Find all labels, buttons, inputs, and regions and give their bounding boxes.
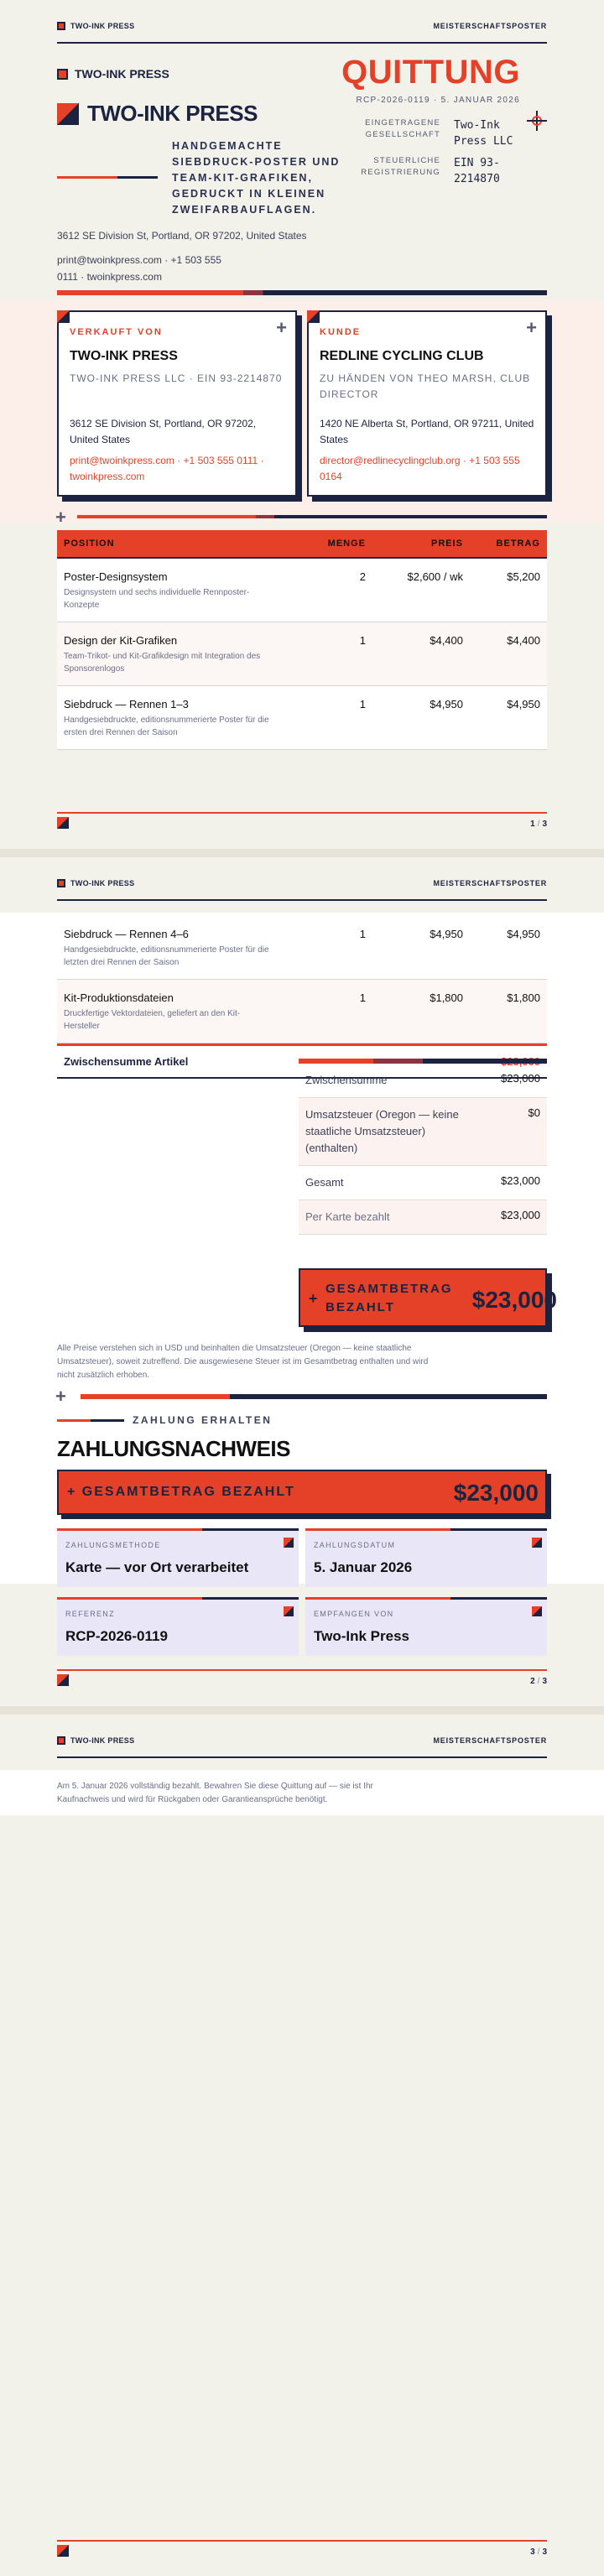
registration-mark-icon	[527, 111, 547, 131]
table-row	[57, 622, 547, 686]
brand-square-icon	[57, 69, 68, 80]
summary-card-value: $23,000	[501, 1209, 540, 1221]
table-row	[57, 980, 547, 1043]
item-qty: 1	[359, 698, 366, 710]
table-stripe	[77, 515, 547, 518]
item-qty: 1	[359, 991, 366, 1004]
tax-label: STEUERLICHE REGISTRIERUNG	[361, 156, 440, 177]
item-price: $1,800	[430, 991, 463, 1004]
summary-total-value: $23,000	[501, 1174, 540, 1187]
seller-card-contact: print@twoinkpress.com · +1 503 555 0111 · twoinkpress.com	[70, 455, 264, 482]
plus-icon: +	[309, 1290, 318, 1307]
item-desc: Team-Trikot- und Kit-Grafikdesign mit Integration des Sponsorenlogos	[64, 652, 261, 674]
item-title: Kit-Produktionsdateien	[64, 991, 174, 1004]
reference-tile	[57, 1597, 299, 1656]
payment-method-tile	[57, 1528, 299, 1587]
page-footer	[57, 2540, 547, 2557]
payment-title: ZAHLUNGSNACHWEIS	[57, 1436, 290, 1461]
item-title: Poster-Designsystem	[64, 570, 168, 583]
item-desc: Druckfertige Vektordateien, geliefert an den Kit-Hersteller	[64, 1009, 241, 1031]
page-current: 1	[530, 820, 535, 829]
brand-small	[57, 67, 169, 81]
page-number: 3 / 3	[530, 2547, 547, 2557]
seller-address: 3612 SE Division St, Portland, OR 97202, United States	[57, 230, 307, 242]
brand-logo	[57, 101, 258, 127]
col-position: POSITION	[64, 539, 115, 549]
running-header	[57, 879, 547, 901]
item-amount: $5,200	[507, 570, 540, 583]
tagline: HANDGEMACHTE SIEBDRUCK-POSTER UND TEAM-KIT-GRAFIKEN, GEDRUCKT IN KLEINEN ZWEIFARBAUFLAGEN.	[172, 140, 341, 216]
running-brand: TWO-INK PRESS	[70, 1736, 135, 1745]
registered-label: EINGETRAGENE GESELLSCHAFT	[365, 118, 440, 139]
payment-eyebrow-text: ZAHLUNG ERHALTEN	[133, 1414, 273, 1426]
corner-icon	[57, 310, 70, 323]
item-qty: 1	[359, 634, 366, 647]
grand-total-value: $23,000	[471, 1287, 557, 1313]
item-price: $4,950	[430, 928, 463, 940]
table-row	[57, 686, 547, 750]
reference-label: REFERENZ	[65, 1610, 115, 1618]
customer-contact: director@redlinecyclingclub.org · +1 503 555 0164	[320, 455, 520, 482]
items-table-continued	[57, 916, 547, 1079]
item-amount: $4,400	[507, 634, 540, 647]
page-total: 3	[542, 1677, 547, 1686]
item-title: Siebdruck — Rennen 4–6	[64, 928, 189, 940]
payment-date-tile	[305, 1528, 547, 1587]
table-row	[57, 916, 547, 980]
items-subtotal-label: Zwischensumme Artikel	[64, 1055, 189, 1068]
summary-subtotal-value: $23,000	[501, 1072, 540, 1085]
received-by-tile	[305, 1597, 547, 1656]
item-price: $4,400	[430, 634, 463, 647]
seller-name: TWO-INK PRESS	[70, 349, 178, 363]
page-separator	[0, 1706, 604, 1715]
page-current: 2	[530, 1677, 535, 1686]
page-footer	[57, 1669, 547, 1686]
col-amount: BETRAG	[496, 539, 540, 549]
page-number: 2 / 3	[530, 1677, 547, 1686]
seller-entity: TWO-INK PRESS LLC · EIN 93-2214870	[70, 372, 283, 384]
logo-icon	[57, 817, 69, 829]
summary-card-paid	[299, 1200, 547, 1235]
running-doc-type: MEISTERSCHAFTSPOSTER	[433, 22, 547, 30]
item-amount: $4,950	[507, 698, 540, 710]
plus-icon: +	[526, 317, 537, 338]
payment-eyebrow	[57, 1414, 272, 1426]
table-row	[57, 559, 547, 622]
page-total: 3	[542, 2547, 547, 2557]
brand-square-icon	[57, 22, 65, 30]
summary-subtotal	[299, 1064, 547, 1098]
paid-total	[57, 1470, 547, 1515]
corner-icon	[307, 310, 320, 323]
running-header	[57, 22, 547, 44]
plus-icon: +	[55, 507, 66, 528]
paid-total-value: $23,000	[453, 1480, 539, 1506]
page-2	[0, 857, 604, 1706]
reference-value: RCP-2026-0119	[65, 1628, 168, 1644]
item-amount: $1,800	[507, 991, 540, 1004]
page-1	[0, 0, 604, 849]
item-price: $4,950	[430, 698, 463, 710]
seller-label: VERKAUFT VON	[70, 327, 163, 337]
page-number: 1 / 3	[530, 820, 547, 829]
brand-small-text: TWO-INK PRESS	[75, 67, 169, 81]
received-by-value: Two-Ink Press	[314, 1628, 409, 1644]
seller-contact: print@twoinkpress.com · +1 503 555 0111 · twoinkpress.com	[57, 254, 221, 283]
received-by-label: EMPFANGEN VON	[314, 1610, 394, 1618]
summary-tax-value: $0	[528, 1106, 540, 1119]
item-qty: 1	[359, 928, 366, 940]
brand-large-text: TWO-INK PRESS	[87, 101, 258, 126]
logo-icon	[57, 103, 79, 125]
summary-tax	[299, 1098, 547, 1166]
customer-name: REDLINE CYCLING CLUB	[320, 349, 484, 363]
item-amount: $4,950	[507, 928, 540, 940]
page-total: 3	[542, 820, 547, 829]
payment-date-value: 5. Januar 2026	[314, 1559, 413, 1575]
summary-total	[299, 1166, 547, 1200]
totals-summary	[299, 1059, 547, 1235]
tax-value: EIN 93-2214870	[454, 157, 500, 185]
page-separator	[0, 849, 604, 857]
seller-card-address: 3612 SE Division St, Portland, OR 97202, United States	[70, 418, 257, 445]
running-header	[57, 1736, 547, 1758]
grand-total	[299, 1268, 557, 1327]
running-doc-type: MEISTERSCHAFTSPOSTER	[433, 1736, 547, 1745]
corner-icon	[284, 1606, 294, 1616]
item-desc: Handgesiebdruckte, editionsnummerierte Poster für die ersten drei Rennen der Saison	[64, 716, 269, 737]
seller-card	[57, 310, 297, 497]
customer-attention: ZU HÄNDEN VON THEO MARSH, CLUB DIRECTOR	[320, 372, 531, 400]
eyebrow-rule	[57, 1419, 124, 1422]
customer-card	[307, 310, 547, 497]
summary-card-label: Per Karte bezahlt	[305, 1210, 390, 1223]
header-stripe	[57, 290, 547, 295]
tax-note: Alle Preise verstehen sich in USD und beinhalten die Umsatzsteuer (Oregon — keine staatliche Umsatzsteuer), soweit zutreffend. Die ausgewiesene Steuer ist im Gesamtbetrag enthalten und wird nicht zusätzlich erhoben.	[57, 1344, 429, 1380]
document-meta: RCP-2026-0119 · 5. JANUAR 2026	[356, 96, 520, 105]
logo-icon	[57, 1674, 69, 1686]
item-desc: Handgesiebdruckte, editionsnummerierte Poster für die letzten drei Rennen der Saison	[64, 945, 269, 967]
payment-date-label: ZAHLUNGSDATUM	[314, 1541, 396, 1549]
customer-label: KUNDE	[320, 327, 362, 337]
closing-note: Am 5. Januar 2026 vollständig bezahlt. Bewahren Sie diese Quittung auf — sie ist Ihr Kaufnachweis und wird für Rückgaben oder Garantieansprüche benötigt.	[57, 1782, 373, 1804]
registered-entity	[361, 117, 514, 149]
summary-subtotal-label: Zwischensumme	[305, 1074, 388, 1086]
paid-total-label: + GESAMTBETRAG BEZAHLT	[67, 1485, 295, 1499]
summary-total-label: Gesamt	[305, 1176, 344, 1189]
item-desc: Designsystem und sechs individuelle Rennposter-Konzepte	[64, 588, 250, 610]
table-header	[57, 530, 547, 559]
item-title: Siebdruck — Rennen 1–3	[64, 698, 189, 710]
summary-tax-label: Umsatzsteuer (Oregon — keine staatliche Umsatzsteuer) (enthalten)	[305, 1108, 459, 1154]
running-doc-type: MEISTERSCHAFTSPOSTER	[433, 879, 547, 887]
paid-total-label-text: GESAMTBETRAG BEZAHLT	[81, 1485, 295, 1499]
corner-icon	[284, 1538, 294, 1548]
tax-registration	[361, 155, 514, 187]
payment-method-label: ZAHLUNGSMETHODE	[65, 1541, 161, 1549]
corner-icon	[532, 1538, 542, 1548]
item-title: Design der Kit-Grafiken	[64, 634, 178, 647]
plus-icon: +	[276, 317, 287, 338]
tagline-rule	[57, 176, 158, 179]
item-price: $2,600 / wk	[407, 570, 463, 583]
payment-rule	[81, 1394, 547, 1399]
running-brand: TWO-INK PRESS	[70, 879, 135, 887]
running-brand: TWO-INK PRESS	[70, 22, 135, 30]
brand-square-icon	[57, 1736, 65, 1745]
payment-method-value: Karte — vor Ort verarbeitet	[65, 1559, 249, 1575]
grand-total-label: GESAMTBETRAG BEZAHLT	[325, 1282, 453, 1314]
corner-icon	[532, 1606, 542, 1616]
plus-icon: +	[55, 1386, 66, 1407]
brand-square-icon	[57, 879, 65, 887]
item-qty: 2	[359, 570, 366, 583]
col-qty: MENGE	[327, 539, 366, 549]
document-title: QUITTUNG	[341, 54, 520, 91]
logo-icon	[57, 2545, 69, 2557]
customer-address: 1420 NE Alberta St, Portland, OR 97211, United States	[320, 418, 534, 445]
registered-value: Two-Ink Press LLC	[454, 119, 513, 148]
page-footer	[57, 812, 547, 829]
col-price: PREIS	[430, 539, 463, 549]
page-current: 3	[530, 2547, 535, 2557]
page-3	[0, 1715, 604, 2576]
items-table	[57, 530, 547, 750]
